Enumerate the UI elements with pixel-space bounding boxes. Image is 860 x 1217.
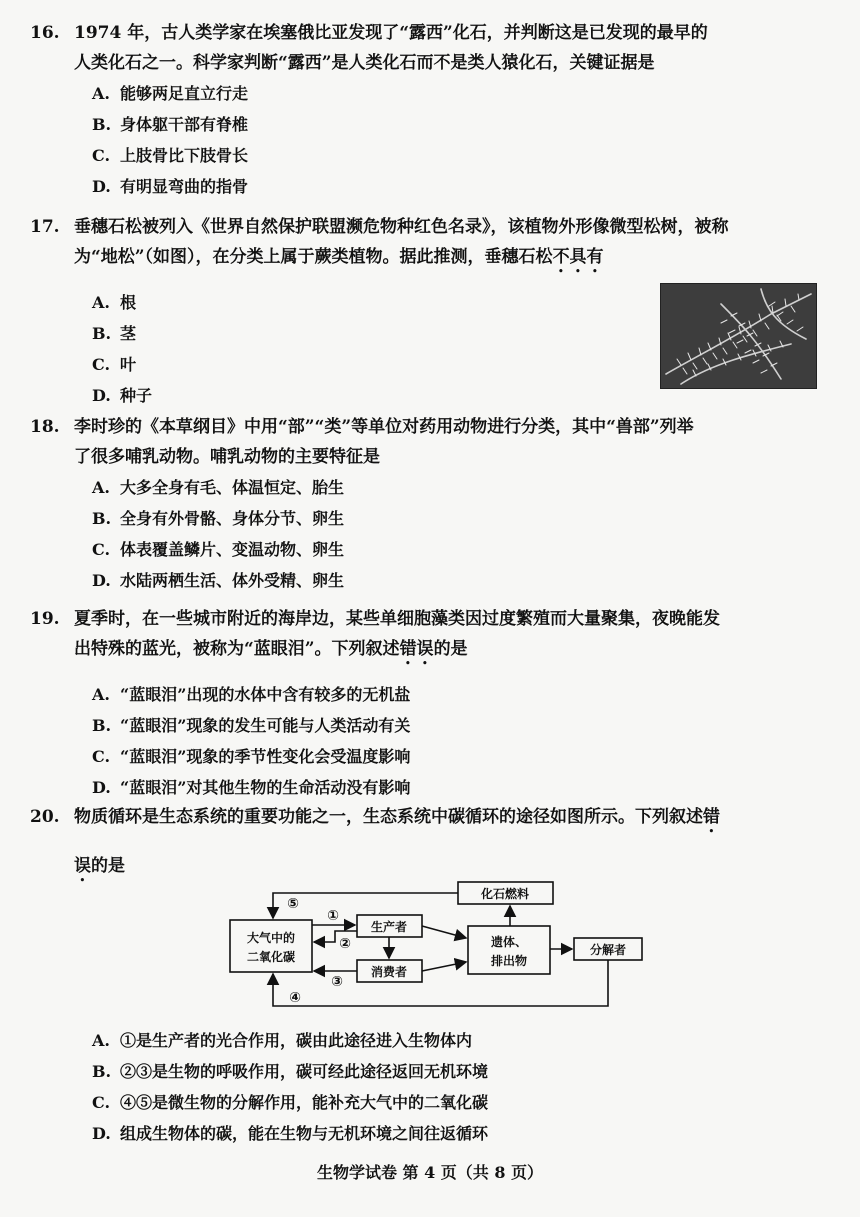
label-2: ② [339, 936, 351, 952]
question-19: 19. 夏季时，在一些城市附近的海岸边，某些单细胞藻类因过度繁殖而大量聚集，夜晚能发 出特殊的蓝光，被称为“蓝眼泪”。下列叙述错误的是 A. “蓝眼泪”出现的水体中含有较多的无机盐 B. “蓝眼泪”现象的发生可能与人类活动有关 C. “蓝眼泪”现象的季节性变化会受温度影响 D. “蓝眼泪”对其他生物的生命活动没有影响 [30, 604, 830, 803]
atmosphere-label-2: 二氧化碳 [246, 950, 296, 964]
label-1: ① [327, 908, 339, 924]
emphasized-text: 不具有 [552, 247, 604, 267]
arrow-producer-remains [422, 926, 466, 938]
label-4: ④ [289, 990, 301, 1006]
option-d: D. “蓝眼泪”对其他生物的生命活动没有影响 [92, 778, 411, 797]
option-c: C. “蓝眼泪”现象的季节性变化会受温度影响 [92, 747, 411, 766]
question-20-options [30, 1025, 830, 1149]
option-d: D. 组成生物体的碳，能在生物与无机环境之间往返循环 [92, 1124, 489, 1143]
option-c: C. 上肢骨比下肢骨长 [92, 146, 249, 165]
question-number: 16. [30, 23, 60, 43]
option-c: C. ④⑤是微生物的分解作用，能补充大气中的二氧化碳 [92, 1093, 489, 1112]
option-d: D. 水陆两栖生活、体外受精、卵生 [92, 571, 345, 590]
label-3: ③ [331, 974, 343, 990]
question-stem: 19. 夏季时，在一些城市附近的海岸边，某些单细胞藻类因过度繁殖而大量聚集，夜晚能发 [30, 604, 830, 634]
consumer-label: 消费者 [370, 965, 408, 979]
option-b: B. ②③是生物的呼吸作用，碳可经此途径返回无机环境 [92, 1062, 489, 1081]
option-c: C. 体表覆盖鳞片、变温动物、卵生 [92, 540, 345, 559]
question-number: 18. [30, 417, 60, 437]
question-16: 16. 1974 年，古人类学家在埃塞俄比亚发现了“露西”化石，并判断这是已发现的最早的 人类化石之一。科学家判断“露西”是人类化石而不是类人猿化石，关键证据是 A. 能够两足直立行走 B. 身体躯干部有脊椎 C. 上肢骨比下肢骨长 D. 有明显弯曲的指骨 [30, 18, 830, 202]
option-a: A. 能够两足直立行走 [92, 84, 249, 103]
remains-label-1: 遗体、 [490, 935, 528, 949]
question-number: 19. [30, 609, 60, 629]
option-a: A. 大多全身有毛、体温恒定、胎生 [92, 478, 345, 497]
page-footer: 生物学试卷 第 4 页（共 8 页） [316, 1163, 544, 1182]
question-number: 20. [30, 807, 60, 827]
carbon-cycle-diagram [225, 878, 645, 1013]
question-number: 17. [30, 217, 60, 237]
decomposer-label: 分解者 [589, 943, 627, 957]
question-stem: 18. 李时珍的《本草纲目》中用“部”“类”等单位对药用动物进行分类，其中“兽部”列举 [30, 412, 830, 442]
question-stem: 16. 1974 年，古人类学家在埃塞俄比亚发现了“露西”化石，并判断这是已发现的最早的 [30, 18, 830, 48]
question-20: 20. 物质循环是生态系统的重要功能之一，生态系统中碳循环的途径如图所示。下列叙述错 误的是 [30, 802, 830, 886]
option-b: B. “蓝眼泪”现象的发生可能与人类活动有关 [92, 716, 411, 735]
arrow-consumer-remains [422, 962, 466, 971]
option-b: B. 身体躯干部有脊椎 [92, 115, 249, 134]
atmosphere-label-1: 大气中的 [246, 931, 296, 945]
clubmoss-photo [660, 283, 817, 389]
emphasized-text: 错 [703, 807, 720, 827]
option-a: A. ①是生产者的光合作用，碳由此途径进入生物体内 [92, 1031, 473, 1050]
option-b: B. 茎 [92, 324, 137, 343]
producer-label: 生产者 [370, 920, 408, 934]
option-a: A. “蓝眼泪”出现的水体中含有较多的无机盐 [92, 685, 411, 704]
question-stem: 20. 物质循环是生态系统的重要功能之一，生态系统中碳循环的途径如图所示。下列叙述错 [30, 802, 830, 837]
question-17: 17. 垂穗石松被列入《世界自然保护联盟濒危物种红色名录》，该植物外形像微型松树，被称 为“地松”（如图），在分类上属于蕨类植物。据此推测，垂穗石松不具有 A. 根 B. 茎 C. 叶 D. 种子 [30, 212, 830, 411]
option-d: D. 有明显弯曲的指骨 [92, 177, 249, 196]
atmosphere-box [230, 920, 312, 972]
emphasized-text: 错误 [399, 639, 434, 659]
question-18: 18. 李时珍的《本草纲目》中用“部”“类”等单位对药用动物进行分类，其中“兽部”列举 了很多哺乳动物。哺乳动物的主要特征是 A. 大多全身有毛、体温恒定、胎生 B. 全身有外骨骼、身体分节、卵生 C. 体表覆盖鳞片、变温动物、卵生 D. 水陆两栖生活、体外受精、卵生 [30, 412, 830, 596]
label-5: ⑤ [287, 896, 299, 912]
option-d: D. 种子 [92, 386, 153, 405]
emphasized-text: 误 [74, 856, 91, 876]
option-b: B. 全身有外骨骼、身体分节、卵生 [92, 509, 345, 528]
option-c: C. 叶 [92, 355, 137, 374]
fossil-fuel-label: 化石燃料 [480, 887, 530, 901]
question-stem: 17. 垂穗石松被列入《世界自然保护联盟濒危物种红色名录》，该植物外形像微型松树，被称 [30, 212, 830, 242]
option-a: A. 根 [92, 293, 137, 312]
clubmoss-illustration [661, 284, 816, 388]
remains-label-2: 排出物 [490, 954, 528, 968]
